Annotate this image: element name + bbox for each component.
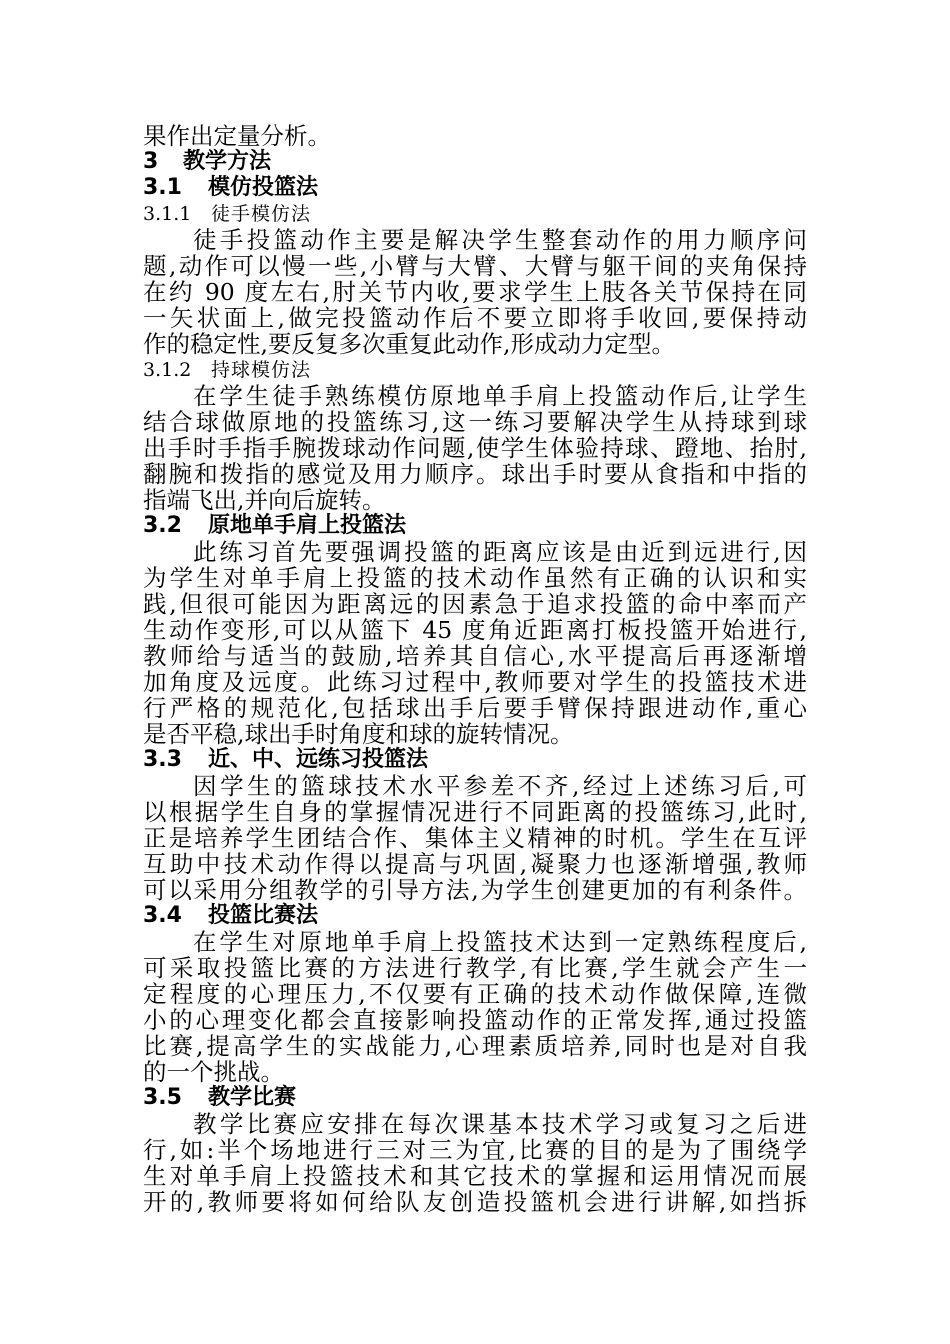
- paragraph-line: 以根据学生自身的掌握情况进行不同距离的投篮练习,此时,: [143, 798, 807, 826]
- paragraph-line: 比赛,提高学生的实战能力,心理素质培养,同时也是对自我: [143, 1032, 807, 1060]
- paragraph-line: 加角度及远度。此练习过程中,教师要对学生的投篮技术进: [143, 668, 807, 696]
- section-3-5-paragraph: [143, 1111, 807, 1215]
- paragraph-line: 作的稳定性,要反复多次重复此动作,形成动力定型。: [143, 330, 675, 358]
- section-3-heading: [143, 149, 807, 175]
- paragraph-line: 正是培养学生团结合作、集体主义精神的时机。学生在互评: [143, 824, 807, 852]
- paragraph-line: 此练习首先要强调投篮的距离应该是由近到远进行,因: [193, 538, 807, 566]
- paragraph-line: 的一个挑战。: [143, 1058, 284, 1086]
- paragraph-line: 教学比赛应安排在每次课基本技术学习或复习之后进: [193, 1110, 807, 1138]
- section-3-1-1-heading: [143, 201, 807, 227]
- paragraph-line: 小的心理变化都会直接影响投篮动作的正常发挥,通过投篮: [143, 1006, 807, 1034]
- section-3-4-heading: [143, 903, 807, 929]
- paragraph-line: 生对单手肩上投篮技术和其它技术的掌握和运用情况而展: [143, 1162, 807, 1190]
- section-number: 3.1.1: [143, 203, 192, 225]
- intro-tail-text: 果作出定量分析。: [143, 122, 331, 150]
- paragraph-line: 翻腕和拨指的感觉及用力顺序。球出手时要从食指和中指的: [143, 460, 807, 488]
- paragraph-line: 生动作变形,可以从篮下 45 度角近距离打板投篮开始进行,: [143, 616, 807, 644]
- section-3-5-heading: [143, 1085, 807, 1111]
- paragraph-line: 指端飞出,并向后旋转。: [143, 486, 386, 514]
- section-number: 3.1: [143, 175, 182, 200]
- paragraph-line: 定程度的心理压力,不仅要有正确的技术动作做保障,连微: [143, 980, 807, 1008]
- section-title: 教学方法: [183, 149, 272, 174]
- paragraph-line: 教师给与适当的鼓励,培养其自信心,水平提高后再逐渐增: [143, 642, 807, 670]
- section-number: 3.5: [143, 1085, 182, 1110]
- section-3-3-paragraph: [143, 773, 807, 903]
- section-title: 投篮比赛法: [208, 903, 319, 928]
- section-number: 3.4: [143, 903, 182, 928]
- paragraph-line: 题,动作可以慢一些,小臂与大臂、大臂与躯干间的夹角保持: [143, 252, 807, 280]
- section-3-2-heading: [143, 513, 807, 539]
- section-title: 徒手模仿法: [211, 203, 312, 225]
- section-3-3-heading: [143, 747, 807, 773]
- section-title: 教学比赛: [208, 1085, 297, 1110]
- section-number: 3: [143, 149, 159, 174]
- section-3-1-2-heading: [143, 357, 807, 383]
- paragraph-line: 在学生徒手熟练模仿原地单手肩上投篮动作后,让学生: [193, 382, 807, 410]
- paragraph-line: 因学生的篮球技术水平参差不齐,经过上述练习后,可: [193, 772, 807, 800]
- section-number: 3.1.2: [143, 359, 192, 381]
- paragraph-line: 开的,教师要将如何给队友创造投篮机会进行讲解,如挡拆: [143, 1188, 807, 1216]
- paragraph-line: 可以采用分组教学的引导方法,为学生创建更加的有利条件。: [143, 876, 807, 904]
- paragraph-line: 行严格的规范化,包括球出手后要手臂保持跟进动作,重心: [143, 694, 807, 722]
- section-3-2-paragraph: [143, 539, 807, 747]
- section-3-1-1-paragraph: [143, 227, 807, 357]
- section-3-1-heading: [143, 175, 807, 201]
- paragraph-line: 出手时手指手腕拨球动作问题,使学生体验持球、蹬地、抬肘,: [143, 434, 807, 462]
- section-3-4-paragraph: [143, 929, 807, 1085]
- paragraph-line: 践,但很可能因为距离远的因素急于追求投篮的命中率而产: [143, 590, 807, 618]
- paragraph-line: 徒手投篮动作主要是解决学生整套动作的用力顺序问: [193, 226, 807, 254]
- document-page: [143, 123, 807, 1215]
- paragraph-line: 可采取投篮比赛的方法进行教学,有比赛,学生就会产生一: [143, 954, 807, 982]
- paragraph-line: 一矢状面上,做完投篮动作后不要立即将手收回,要保持动: [143, 304, 807, 332]
- section-title: 持球模仿法: [211, 359, 312, 381]
- paragraph-line: 在约 90 度左右,肘关节内收,要求学生上肢各关节保持在同: [143, 278, 807, 306]
- section-title: 原地单手肩上投篮法: [208, 513, 407, 538]
- section-number: 3.2: [143, 513, 182, 538]
- paragraph-line: 在学生对原地单手肩上投篮技术达到一定熟练程度后,: [193, 928, 807, 956]
- section-title: 模仿投篮法: [208, 175, 319, 200]
- paragraph-line: 结合球做原地的投篮练习,这一练习要解决学生从持球到球: [143, 408, 807, 436]
- paragraph-line: 行,如:半个场地进行三对三为宜,比赛的目的是为了围绕学: [143, 1136, 807, 1164]
- section-title: 近、中、远练习投篮法: [208, 747, 429, 772]
- section-3-1-2-paragraph: [143, 383, 807, 513]
- paragraph-line: 是否平稳,球出手时角度和球的旋转情况。: [143, 720, 574, 748]
- section-number: 3.3: [143, 747, 182, 772]
- paragraph-line: 为学生对单手肩上投篮的技术动作虽然有正确的认识和实: [143, 564, 807, 592]
- paragraph-line: 互助中技术动作得以提高与巩固,凝聚力也逐渐增强,教师: [143, 850, 807, 878]
